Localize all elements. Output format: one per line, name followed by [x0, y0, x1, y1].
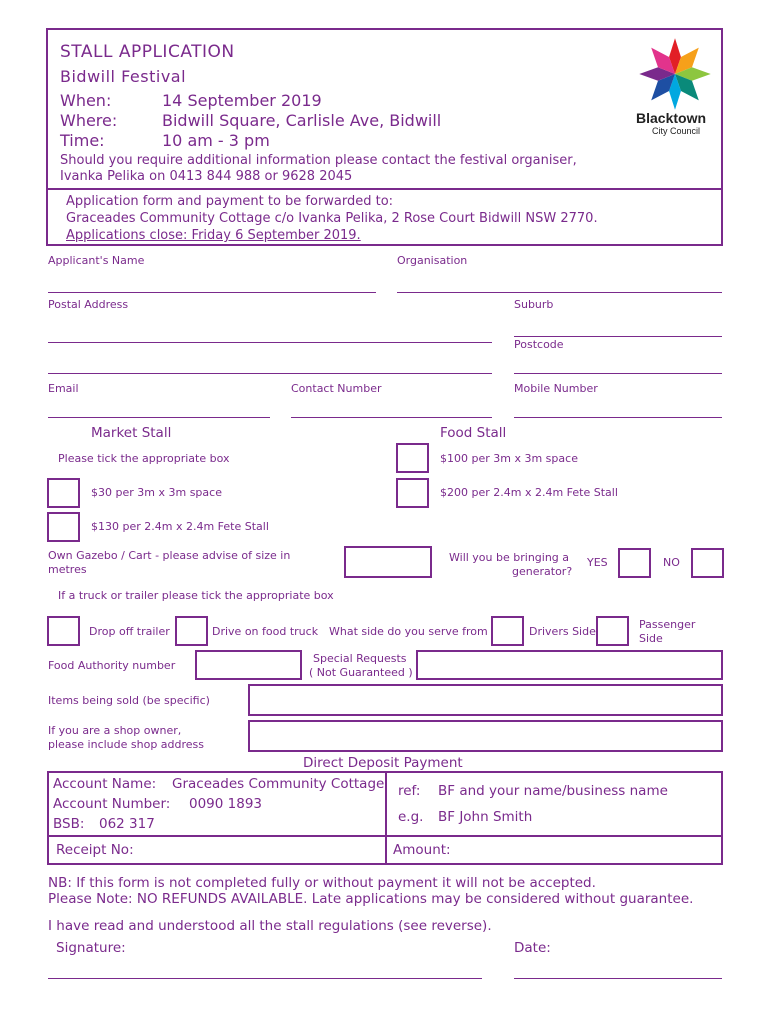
gazebo-size-input[interactable] — [344, 546, 432, 578]
when-value: 14 September 2019 — [162, 91, 322, 110]
generator-yes-label: YES — [587, 556, 608, 569]
applicant-name-field[interactable] — [48, 292, 376, 293]
event-name: Bidwill Festival — [60, 67, 187, 86]
logo-sub: City Council — [652, 126, 701, 136]
food-stall-heading: Food Stall — [440, 425, 507, 441]
organisation-label: Organisation — [397, 254, 468, 267]
postcode-field[interactable] — [514, 373, 722, 374]
food-200-checkbox[interactable] — [396, 478, 429, 508]
drive-on-label: Drive on food truck — [212, 625, 319, 638]
eg-label: e.g. — [398, 809, 424, 825]
suburb-field[interactable] — [514, 336, 722, 337]
drivers-side-label: Drivers Side — [529, 625, 596, 638]
receipt-no-field[interactable]: Receipt No: — [56, 842, 134, 858]
gazebo-label-1: Own Gazebo / Cart - please advise of size in — [48, 549, 291, 562]
drop-off-label: Drop off trailer — [89, 625, 170, 638]
postcode-label: Postcode — [514, 338, 564, 351]
market-30-label: $30 per 3m x 3m space — [91, 486, 222, 499]
account-name-label: Account Name: — [53, 776, 157, 792]
email-label: Email — [48, 382, 79, 395]
passenger-side-checkbox[interactable] — [596, 616, 629, 646]
bsb-label: BSB: — [53, 816, 85, 832]
signature-label: Signature: — [56, 940, 126, 956]
header-divider — [46, 188, 723, 190]
time-label: Time: — [60, 131, 105, 150]
shop-address-input[interactable] — [248, 720, 723, 752]
food-100-label: $100 per 3m x 3m space — [440, 452, 578, 465]
food-100-checkbox[interactable] — [396, 443, 429, 473]
organisation-field[interactable] — [397, 292, 722, 293]
shop-owner-label-2: please include shop address — [48, 738, 205, 751]
special-requests-label-1: Special Requests — [313, 652, 407, 665]
contact-number-field[interactable] — [291, 417, 492, 418]
tick-instruction: Please tick the appropriate box — [58, 452, 230, 465]
amount-field[interactable]: Amount: — [393, 842, 451, 858]
generator-yes-checkbox[interactable] — [618, 548, 651, 578]
ref-label: ref: — [398, 783, 421, 799]
drivers-side-checkbox[interactable] — [491, 616, 524, 646]
truck-instruction: If a truck or trailer please tick the appropriate box — [58, 589, 334, 602]
forward-line-1: Application form and payment to be forwarded to: — [66, 194, 394, 209]
forward-line-3: Applications close: Friday 6 September 2019. — [66, 228, 361, 243]
mobile-number-field[interactable] — [514, 417, 722, 418]
bsb-value: 062 317 — [99, 816, 155, 832]
account-number-label: Account Number: — [53, 796, 171, 812]
special-requests-input[interactable] — [416, 650, 723, 680]
food-authority-input[interactable] — [195, 650, 302, 680]
contact-number-label: Contact Number — [291, 382, 382, 395]
email-field[interactable] — [48, 417, 270, 418]
forward-line-2: Graceades Community Cottage c/o Ivanka Pelika, 2 Rose Court Bidwill NSW 2770. — [66, 211, 598, 226]
food-authority-label: Food Authority number — [48, 659, 176, 672]
time-value: 10 am - 3 pm — [162, 131, 270, 150]
what-side-label: What side do you serve from — [329, 625, 488, 638]
date-field[interactable] — [514, 978, 722, 979]
market-30-checkbox[interactable] — [47, 478, 80, 508]
signature-field[interactable] — [48, 978, 482, 979]
generator-label-1: Will you be bringing a — [449, 551, 570, 564]
deposit-divider-h — [47, 835, 723, 837]
gazebo-label-2: metres — [48, 563, 87, 576]
contact-line-2: Ivanka Pelika on 0413 844 988 or 9628 2045 — [60, 169, 353, 184]
where-label: Where: — [60, 111, 118, 130]
market-stall-heading: Market Stall — [91, 425, 172, 441]
generator-no-checkbox[interactable] — [691, 548, 724, 578]
suburb-label: Suburb — [514, 298, 554, 311]
applicant-name-label: Applicant's Name — [48, 254, 145, 267]
direct-deposit-heading: Direct Deposit Payment — [303, 755, 463, 771]
shop-owner-label-1: If you are a shop owner, — [48, 724, 182, 737]
items-sold-label: Items being sold (be specific) — [48, 694, 210, 707]
market-130-checkbox[interactable] — [47, 512, 80, 542]
drive-on-checkbox[interactable] — [175, 616, 208, 646]
eg-value: BF John Smith — [438, 809, 533, 825]
deposit-divider-v — [385, 771, 387, 865]
postal-address-label: Postal Address — [48, 298, 129, 311]
postal-address-field-1[interactable] — [48, 342, 492, 343]
account-number-value: 0090 1893 — [189, 796, 263, 812]
market-130-label: $130 per 2.4m x 2.4m Fete Stall — [91, 520, 269, 533]
postal-address-field-2[interactable] — [48, 373, 492, 374]
date-label: Date: — [514, 940, 551, 956]
declaration: I have read and understood all the stall regulations (see reverse). — [48, 918, 492, 934]
special-requests-label-2: ( Not Guaranteed ) — [309, 666, 413, 679]
form-title: STALL APPLICATION — [60, 42, 235, 62]
items-sold-input[interactable] — [248, 684, 723, 716]
account-name-value: Graceades Community Cottage — [172, 776, 385, 792]
passenger-side-label-2: Side — [639, 632, 663, 645]
when-label: When: — [60, 91, 112, 110]
nb-notice: NB: If this form is not completed fully or without payment it will not be accepted. — [48, 875, 596, 891]
passenger-side-label-1: Passenger — [639, 618, 696, 631]
blacktown-logo — [630, 38, 720, 138]
generator-label-2: generator? — [512, 565, 573, 578]
food-200-label: $200 per 2.4m x 2.4m Fete Stall — [440, 486, 618, 499]
no-refunds-notice: Please Note: NO REFUNDS AVAILABLE. Late applications may be considered without guarantee. — [48, 891, 694, 907]
where-value: Bidwill Square, Carlisle Ave, Bidwill — [162, 111, 442, 130]
logo-name: Blacktown — [636, 110, 707, 126]
drop-off-checkbox[interactable] — [47, 616, 80, 646]
ref-value: BF and your name/business name — [438, 783, 668, 799]
mobile-number-label: Mobile Number — [514, 382, 598, 395]
star-logo-icon — [630, 38, 720, 110]
contact-line-1: Should you require additional information please contact the festival organiser, — [60, 153, 577, 168]
generator-no-label: NO — [663, 556, 680, 569]
